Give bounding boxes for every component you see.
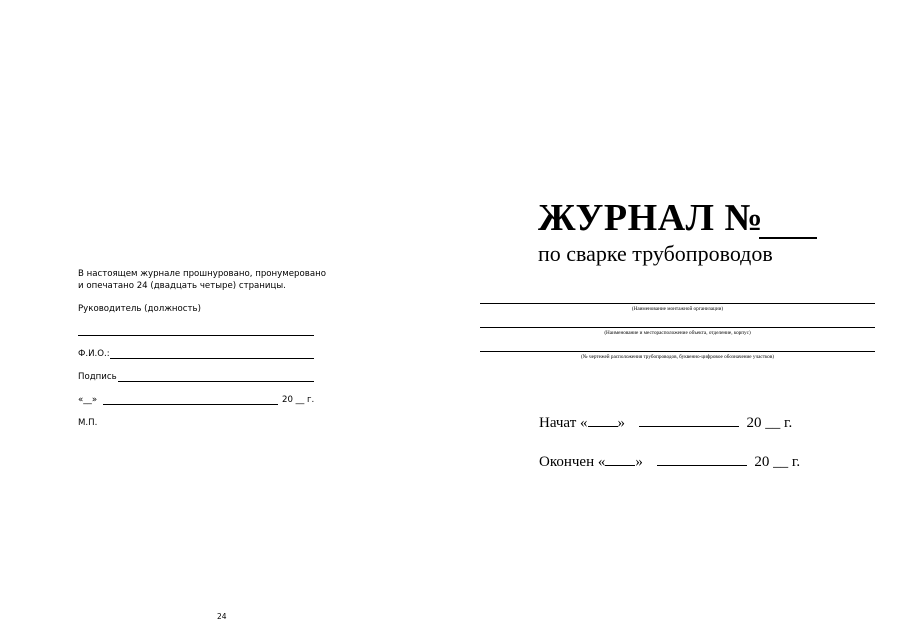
- signature-label: Подпись: [78, 372, 117, 382]
- name-line: [110, 358, 314, 359]
- started-day-blank: [588, 412, 618, 427]
- finished-date-row: [539, 451, 800, 471]
- finished-close-quote: »: [635, 454, 643, 470]
- certification-text: [78, 268, 328, 292]
- started-month-blank: [639, 412, 739, 427]
- organization-caption: (Наименование монтажной организации): [631, 306, 724, 312]
- finished-month-blank: [657, 451, 747, 466]
- head-position-label: Руководитель (должность): [78, 304, 201, 314]
- name-label: Ф.И.О.:: [78, 349, 110, 359]
- certification-line-1: В настоящем журнале прошнуровано, пронумеровано: [78, 269, 326, 279]
- object-line: [480, 327, 875, 328]
- started-year: 20 __ г.: [746, 415, 793, 431]
- journal-title: ЖУРНАЛ №: [538, 197, 764, 239]
- date-year-field: 20 __ г.: [282, 395, 315, 405]
- head-position-line: [78, 335, 314, 336]
- started-close-quote: »: [617, 415, 626, 431]
- journal-number-line: [759, 237, 817, 239]
- right-page: [450, 0, 900, 636]
- drawings-line: [480, 351, 875, 352]
- object-caption: (Наименование и месторасположение объекта, отделение, корпус): [604, 330, 751, 336]
- signature-line: [118, 381, 314, 382]
- date-day-field: «__»: [78, 395, 98, 405]
- organization-line: [480, 303, 875, 304]
- certification-line-2: и опечатано 24 (двадцать четыре) страницы.: [78, 281, 286, 291]
- finished-year: 20 __ г.: [754, 454, 801, 470]
- finished-day-blank: [605, 451, 635, 466]
- journal-subtitle: по сварке трубопроводов: [538, 241, 773, 266]
- started-label: Начат «: [539, 415, 588, 431]
- finished-label: Окончен «: [539, 454, 606, 470]
- started-date-row: [539, 412, 792, 432]
- seal-label: М.П.: [78, 418, 98, 428]
- date-month-line: [103, 404, 278, 405]
- drawings-caption: (№ чертежей расположения трубопроводов, буквенно-цифровое обозначение участков): [580, 354, 775, 360]
- page-number: 24: [217, 612, 227, 621]
